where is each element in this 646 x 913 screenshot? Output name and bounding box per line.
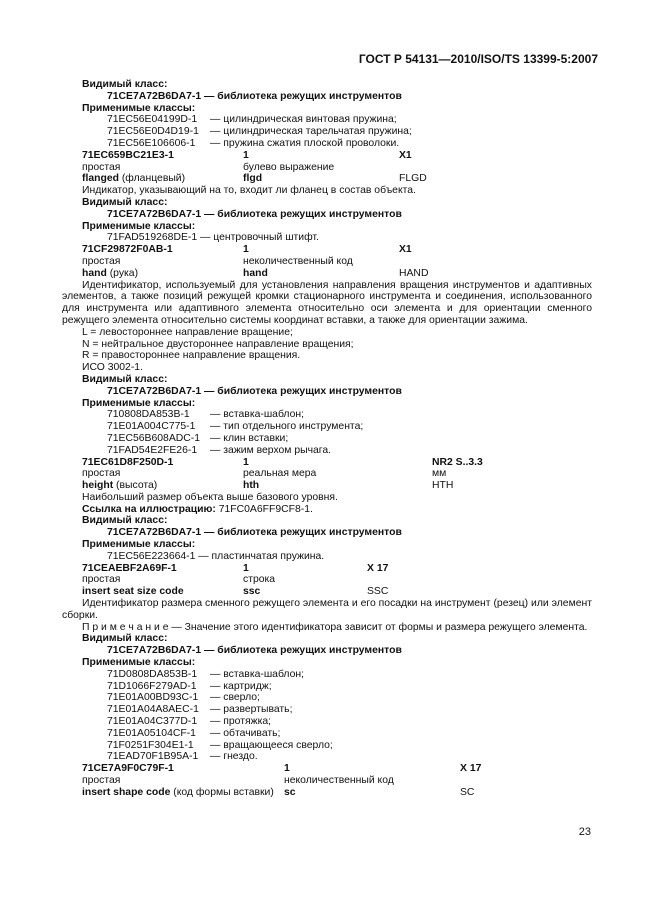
figure-reference	[62, 504, 592, 516]
property-cell-1: простая	[82, 161, 121, 173]
property-cell-2: неколичественный код	[243, 255, 353, 267]
class-code: 71EC56E04199D-1	[107, 114, 198, 126]
definition-paragraph: Идентификатор размера сменного режущего элемента и его посадки на инструмент (резец) или элемент сборки.	[62, 598, 592, 621]
property-cell-3: X1	[399, 244, 412, 256]
property-type-row	[62, 775, 592, 787]
property-name-translation: (код формы вставки)	[170, 786, 274, 798]
note-text: — Значение этого идентификатора зависит от формы и размера режущего элемента.	[168, 621, 588, 633]
note-label: П р и м е ч а н и е	[82, 621, 169, 633]
property-cell-1: 71CEAEBF2A69F-1	[82, 562, 177, 574]
property-name: insert shape code	[82, 786, 171, 798]
class-description: — цилиндрическая винтовая пружина;	[210, 114, 397, 126]
property-name-cell	[82, 586, 184, 598]
class-code: 71FAD54E2FE26-1	[107, 444, 198, 456]
applicable-class-item	[62, 126, 592, 138]
applicable-class-item: 71FAD519268DE-1 — центровочный штифт.	[107, 232, 319, 244]
class-code: 71E01A004C775-1	[107, 421, 196, 433]
property-id-row	[62, 563, 592, 575]
applicable-classes-label: Применимые классы:	[82, 102, 196, 114]
property-cell-3: X 17	[367, 562, 389, 574]
applicable-class-item	[62, 114, 592, 126]
property-short-name: sc	[284, 786, 296, 798]
class-code: 71EC56E106606-1	[107, 137, 196, 149]
property-name-cell	[82, 787, 274, 799]
property-cell-3: NR2 S..3.3	[432, 456, 483, 468]
class-description: — картридж;	[210, 680, 272, 692]
property-cell-1: простая	[82, 574, 121, 586]
property-type-row	[62, 468, 592, 480]
class-code: 71D0808DA853B-1	[107, 668, 198, 680]
applicable-class-item: 71EC56E223664-1 — пластинчатая пружина.	[107, 550, 325, 562]
visible-class-label: Видимый класс:	[82, 633, 168, 645]
text-line: N = нейтральное двустороннее направление вращения;	[82, 338, 354, 350]
property-name-row	[62, 268, 592, 280]
property-cell-2: реальная мера	[243, 468, 317, 480]
text-line: Индикатор, указывающий на то, входит ли фланец в состав объекта.	[82, 185, 416, 197]
property-cell-2: булево выражение	[243, 161, 335, 173]
applicable-class-item	[62, 751, 592, 763]
applicable-class-item	[62, 692, 592, 704]
property-cell-3: X1	[399, 149, 412, 161]
standard-header: ГОСТ Р 54131—2010/ISO/TS 13399-5:2007	[358, 52, 598, 66]
class-description: — цилиндрическая тарельчатая пружина;	[210, 126, 412, 138]
applicable-class-item	[62, 716, 592, 728]
property-cell-2: строка	[243, 574, 276, 586]
property-code: FLGD	[399, 173, 427, 185]
property-cell-1: 71EC61D8F250D-1	[82, 456, 174, 468]
property-cell-1: простая	[82, 468, 121, 480]
figure-reference-label: Ссылка на иллюстрацию:	[82, 503, 216, 515]
property-name-row	[62, 173, 592, 185]
applicable-class-item	[62, 433, 592, 445]
property-short-name: hand	[243, 267, 268, 279]
text-line: Наибольший размер объекта выше базового уровня.	[82, 491, 338, 503]
text-line: L = левостороннее направление вращение;	[82, 326, 293, 338]
library-class: 71CE7A72B6DA7-1 — библиотека режущих инструментов	[107, 527, 402, 539]
property-cell-1: 71EC659BC21E3-1	[82, 149, 174, 161]
applicable-class-item	[62, 421, 592, 433]
class-code: 71E01A00BD93C-1	[107, 692, 199, 704]
applicable-class-item	[62, 740, 592, 752]
property-cell-3: мм	[432, 468, 447, 480]
visible-class-label: Видимый класс:	[82, 373, 168, 385]
library-class: 71CE7A72B6DA7-1 — библиотека режущих инструментов	[107, 385, 402, 397]
applicable-class-item	[62, 728, 592, 740]
property-cell-2: 1	[243, 456, 249, 468]
visible-class-label: Видимый класс:	[82, 515, 168, 527]
property-name-translation: (высота)	[113, 480, 158, 492]
library-class: 71CE7A72B6DA7-1 — библиотека режущих инструментов	[107, 645, 402, 657]
property-short-name: hth	[243, 480, 260, 492]
property-type-row	[62, 574, 592, 586]
applicable-classes-label: Применимые классы:	[82, 220, 196, 232]
class-code: 71D1066F279AD-1	[107, 680, 197, 692]
property-id-row	[62, 457, 592, 469]
applicable-class-item	[62, 669, 592, 681]
library-class: 71CE7A72B6DA7-1 — библиотека режущих инструментов	[107, 208, 402, 220]
text-line: ИСО 3002-1.	[82, 362, 143, 374]
applicable-class-item	[62, 445, 592, 457]
library-class: 71CE7A72B6DA7-1 — библиотека режущих инструментов	[107, 90, 402, 102]
class-code: 71F0251F304E1-1	[107, 739, 194, 751]
property-cell-3: X 17	[460, 763, 482, 775]
visible-class-label: Видимый класс:	[82, 196, 168, 208]
class-description: — обтачивать;	[210, 727, 281, 739]
property-name-row	[62, 586, 592, 598]
property-type-row	[62, 256, 592, 268]
class-code: 71EC56B608ADC-1	[107, 432, 200, 444]
class-description: — тип отдельного инструмента;	[210, 421, 364, 433]
property-id-row	[62, 150, 592, 162]
class-description: — протяжка;	[210, 716, 272, 728]
property-code: SSC	[367, 586, 389, 598]
property-name: insert seat size code	[82, 586, 184, 598]
property-cell-2: 1	[284, 763, 290, 775]
class-description: — гнездо.	[210, 751, 258, 763]
applicable-class-item	[62, 704, 592, 716]
class-code: 71E01A04C377D-1	[107, 716, 198, 728]
applicable-class-item	[62, 409, 592, 421]
document-body	[62, 79, 592, 799]
text-line: R = правостороннее направление вращения.	[82, 350, 301, 362]
class-code: 71EC56E0D4D19-1	[107, 126, 199, 138]
class-description: — сверло;	[210, 692, 260, 704]
definition-paragraph: Идентификатор, используемый для установления направления вращения инструментов и адаптивных элементов, а также позиций режущей кромки стационарного инструмента и соединения, использованного для инструмента или адаптивного элемента относительно оси элемента и для ориентации сменного режущего элемента относительно системы координат вставки, а также для ориентации зажима.	[62, 279, 592, 326]
figure-reference-value: 71FC0A6FF9CF8-1.	[215, 503, 313, 515]
class-description: — вставка-шаблон;	[210, 409, 305, 421]
class-description: — вращающееся сверло;	[210, 739, 333, 751]
page-number: 23	[578, 826, 591, 838]
class-description: — пружина сжатия плоской проволоки.	[210, 137, 400, 149]
property-cell-1: 71CF29872F0AB-1	[82, 244, 173, 256]
class-code: 71EAD70F1B95A-1	[107, 751, 199, 763]
class-description: — зажим верхом рычага.	[210, 444, 332, 456]
property-name-translation: (фланцевый)	[118, 173, 186, 185]
property-cell-2: 1	[243, 562, 249, 574]
property-name-cell	[82, 480, 157, 492]
property-code: HAND	[399, 267, 429, 279]
property-code: SC	[460, 786, 475, 798]
applicable-classes-label: Применимые классы:	[82, 397, 196, 409]
property-cell-1: простая	[82, 255, 121, 267]
property-short-name: flgd	[243, 173, 263, 185]
property-name: height	[82, 480, 114, 492]
class-code: 710808DA853B-1	[107, 409, 190, 421]
property-name: hand	[82, 267, 107, 279]
applicable-classes-label: Применимые классы:	[82, 539, 196, 551]
class-code: 71E01A05104CF-1	[107, 727, 196, 739]
applicable-classes-label: Применимые классы:	[82, 657, 196, 669]
property-name-cell	[82, 173, 185, 185]
property-name-row	[62, 480, 592, 492]
applicable-class-item	[62, 138, 592, 150]
property-name: flanged	[82, 173, 119, 185]
applicable-class-item	[62, 681, 592, 693]
note	[62, 622, 592, 634]
class-description: — развертывать;	[210, 704, 293, 716]
property-cell-2: 1	[243, 149, 249, 161]
property-cell-2: 1	[243, 244, 249, 256]
class-code: 71E01A04A8AEC-1	[107, 704, 199, 716]
class-description: — клин вставки;	[210, 432, 289, 444]
property-id-row	[62, 244, 592, 256]
visible-class-label: Видимый класс:	[82, 79, 168, 90]
property-short-name: ssc	[243, 586, 261, 598]
property-code: HTH	[432, 480, 454, 492]
property-cell-1: простая	[82, 775, 121, 787]
property-cell-2: неколичественный код	[284, 775, 394, 787]
property-name-translation: (рука)	[106, 267, 139, 279]
property-cell-1: 71CE7A9F0C79F-1	[82, 763, 174, 775]
property-id-row	[62, 763, 592, 775]
property-type-row	[62, 162, 592, 174]
class-description: — вставка-шаблон;	[210, 668, 305, 680]
property-name-cell	[82, 268, 138, 280]
property-name-row	[62, 787, 592, 799]
